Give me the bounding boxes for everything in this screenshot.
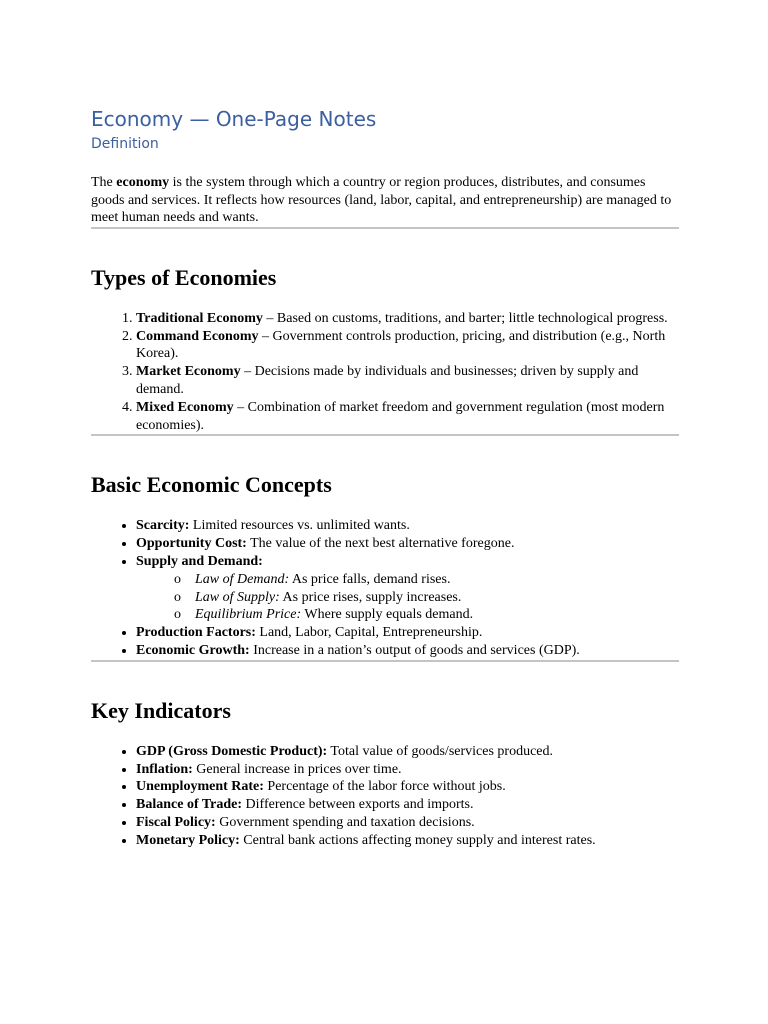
item-term: Market Economy <box>136 364 241 380</box>
sub-item-term: Equilibrium Price: <box>195 607 302 623</box>
section-divider <box>91 227 679 229</box>
item-term: Unemployment Rate: <box>136 779 264 795</box>
item-term: Economic Growth: <box>136 642 250 658</box>
list-item <box>136 517 679 535</box>
intro-term: economy <box>116 175 170 190</box>
list-item <box>136 328 679 364</box>
list-item <box>136 796 679 814</box>
item-text: Land, Labor, Capital, Entrepreneurship. <box>255 625 483 641</box>
item-text: The value of the next best alternative foregone. <box>246 536 515 552</box>
item-text: – Government controls production, pricing, and distribution (e.g., North Korea). <box>136 328 666 362</box>
indicators-list <box>91 743 679 850</box>
intro-pre: The <box>91 175 117 190</box>
item-term: Mixed Economy <box>136 399 234 415</box>
page-subtitle: Definition <box>91 136 159 152</box>
supply-demand-sublist <box>136 571 679 624</box>
section-heading-basic: Basic Economic Concepts <box>91 472 332 498</box>
sub-list-item <box>181 589 679 607</box>
item-text: Increase in a nation’s output of goods and services (GDP). <box>249 642 580 658</box>
item-term: Supply and Demand: <box>136 553 263 569</box>
section-divider <box>91 660 679 662</box>
item-text: Total value of goods/services produced. <box>327 743 553 759</box>
section-heading-key: Key Indicators <box>91 697 231 723</box>
item-term: Inflation: <box>136 761 193 777</box>
item-term: Opportunity Cost: <box>136 536 247 552</box>
list-item <box>136 535 679 553</box>
list-item <box>136 761 679 779</box>
item-term: Traditional Economy <box>136 310 263 326</box>
item-term: Monetary Policy: <box>136 832 240 848</box>
item-term: GDP (Gross Domestic Product): <box>136 743 328 759</box>
item-term: Fiscal Policy: <box>136 814 216 830</box>
item-text: Government spending and taxation decisions. <box>215 814 475 830</box>
section-heading-types: Types of Economies <box>91 264 277 290</box>
item-text: Difference between exports and imports. <box>242 797 474 813</box>
item-term: Scarcity: <box>136 518 190 534</box>
list-item <box>136 642 679 660</box>
concepts-list <box>91 517 679 659</box>
list-item <box>136 832 679 850</box>
item-text: – Decisions made by individuals and businesses; driven by supply and demand. <box>136 364 639 397</box>
list-item <box>136 363 679 399</box>
sub-list-item <box>181 571 679 589</box>
item-text: Limited resources vs. unlimited wants. <box>189 518 410 534</box>
item-text: – Based on customs, traditions, and barter; little technological progress. <box>262 310 668 326</box>
item-term: Balance of Trade: <box>136 797 243 813</box>
list-item <box>136 624 679 642</box>
list-item <box>136 310 679 328</box>
list-item <box>136 399 679 435</box>
item-text: Percentage of the labor force without jobs. <box>263 779 506 795</box>
section-divider <box>91 434 679 436</box>
intro-post: is the system through which a country or region produces, distributes, and consumes goods and services. It reflects how resources (land, labor, capital, and entrepreneurship) are managed to meet human needs and wants. <box>91 175 672 226</box>
sub-item-text: As price falls, demand rises. <box>289 571 451 587</box>
item-text: General increase in prices over time. <box>192 761 402 777</box>
item-term: Production Factors: <box>136 625 256 641</box>
item-text: Central bank actions affecting money supply and interest rates. <box>239 832 596 848</box>
sub-list-item <box>181 606 679 624</box>
document-page <box>91 106 679 850</box>
item-term: Command Economy <box>136 328 259 344</box>
list-item <box>136 553 679 624</box>
list-item <box>136 743 679 761</box>
sub-item-text: As price rises, supply increases. <box>279 589 462 605</box>
item-text: – Combination of market freedom and government regulation (most modern economies). <box>136 399 665 433</box>
sub-item-term: Law of Demand: <box>195 571 290 587</box>
list-item <box>136 814 679 832</box>
sub-item-term: Law of Supply: <box>195 589 280 605</box>
definition-paragraph <box>91 174 679 227</box>
types-list <box>91 310 679 435</box>
page-title: Economy — One-Page Notes <box>91 107 377 131</box>
list-item <box>136 778 679 796</box>
sub-item-text: Where supply equals demand. <box>301 607 474 623</box>
